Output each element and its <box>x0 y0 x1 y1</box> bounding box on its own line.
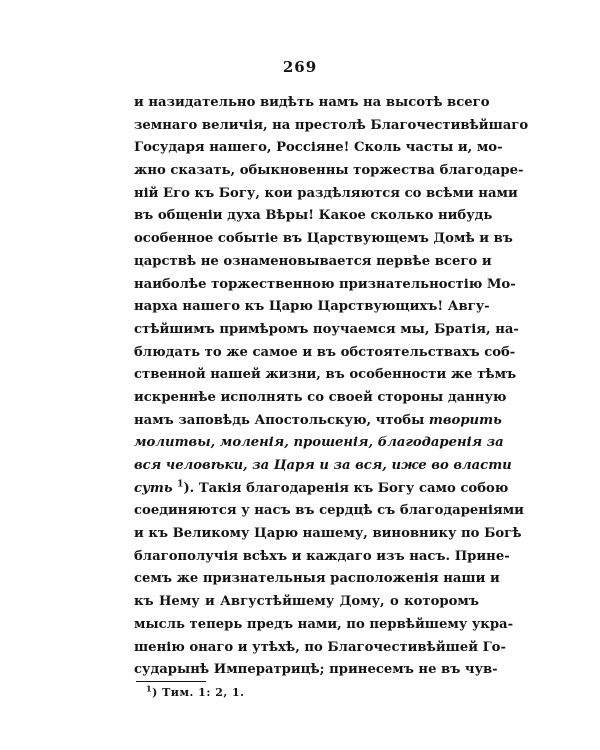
text-line <box>134 568 500 591</box>
text-run: творить <box>428 412 502 428</box>
text-line <box>134 274 516 297</box>
text-line <box>134 205 493 228</box>
text-line <box>134 432 504 455</box>
text-run: намъ заповѣдь Апостольскую, чтобы <box>134 412 429 428</box>
text-run: земнаго величія, на престолѣ Благочестивѣйшаго <box>134 117 529 133</box>
text-line <box>134 659 498 682</box>
text-line <box>134 115 529 138</box>
text-run: шенію онаго и утѣхѣ, по Благочестивѣйшей Го- <box>134 639 506 655</box>
text-run: суть <box>134 480 173 496</box>
text-run: семъ же признательныя расположенія наши и <box>134 571 500 587</box>
text-line <box>134 387 507 410</box>
footnote-ref: 1 <box>177 479 184 490</box>
text-run: мысль теперь предъ нами, по первѣйшему укра- <box>134 616 514 632</box>
text-line <box>134 160 524 183</box>
text-line <box>134 296 490 319</box>
text-run: блюдать то же самое и въ обстоятельствахъ соб- <box>134 344 516 360</box>
text-run: въ общеніи духа Вѣры! Какое сколько нибудь <box>134 208 493 224</box>
text-line <box>134 92 490 115</box>
text-line <box>134 137 503 160</box>
text-run: особенное событіе въ Царствующемъ Домѣ и въ <box>134 231 513 247</box>
footnote-mark: 1 <box>146 683 153 694</box>
text-line <box>134 637 506 660</box>
text-line <box>134 319 519 342</box>
body-text <box>134 92 529 682</box>
text-line <box>134 500 524 523</box>
text-run: сударынѣ Императрицѣ; принесемъ не въ чув- <box>134 662 498 678</box>
text-line <box>134 523 522 546</box>
text-line <box>134 410 502 433</box>
footnote-divider <box>136 681 206 682</box>
text-line <box>134 546 510 569</box>
text-line <box>134 614 514 637</box>
text-line <box>134 342 516 365</box>
text-run: царствѣ не ознаменовывается первѣе всего и <box>134 253 492 269</box>
page-number: 269 <box>282 58 318 76</box>
text-run: искреннѣе исполнять со своей стороны данную <box>134 389 507 405</box>
text-run: жно сказать, обыкновенны торжества благодаре- <box>134 163 524 179</box>
text-run: ). Такія благодаренія къ Богу само собою <box>183 480 509 496</box>
text-run: Государя нашего, Россіяне! Сколь часты и, мо- <box>134 140 503 156</box>
footnote-text: ) Тим. 1: 2, 1. <box>152 686 245 699</box>
text-run: ственной нашей жизни, въ особенности же тѣмъ <box>134 367 517 383</box>
text-run: соединяются у насъ въ сердцѣ съ благодареніями <box>134 503 524 519</box>
text-run: молитвы, моленія, прошенія, благодаренія за <box>134 435 504 451</box>
text-run: наиболѣе торжественною признательностію Мо- <box>134 276 516 292</box>
text-run: нарха нашего къ Царю Царствующихъ! Авгу- <box>134 299 490 315</box>
text-run: и назидательно видѣть намъ на высотѣ всего <box>134 95 490 110</box>
text-run: вся человѣки, за Царя и за вся, иже во власти <box>134 458 512 473</box>
text-line <box>134 228 513 251</box>
text-run: къ Нему и Августѣйшему Дому, о которомъ <box>134 594 479 610</box>
text-run: ній Его къ Богу, кои раздѣляются со всѣми нами <box>134 185 518 201</box>
footnote <box>146 683 245 699</box>
text-line <box>134 364 517 387</box>
text-run: и къ Великому Царю нашему, виновнику по Богѣ <box>134 526 522 542</box>
text-run: благополучія всѣхъ и каждаго изъ насъ. Прине- <box>134 548 510 564</box>
text-line <box>134 478 509 501</box>
text-run: стѣйшимъ примѣромъ поучаемся мы, Братія, на- <box>134 321 519 337</box>
text-line <box>134 455 512 478</box>
text-line <box>134 591 479 614</box>
text-line <box>134 251 492 274</box>
text-line <box>134 183 518 206</box>
